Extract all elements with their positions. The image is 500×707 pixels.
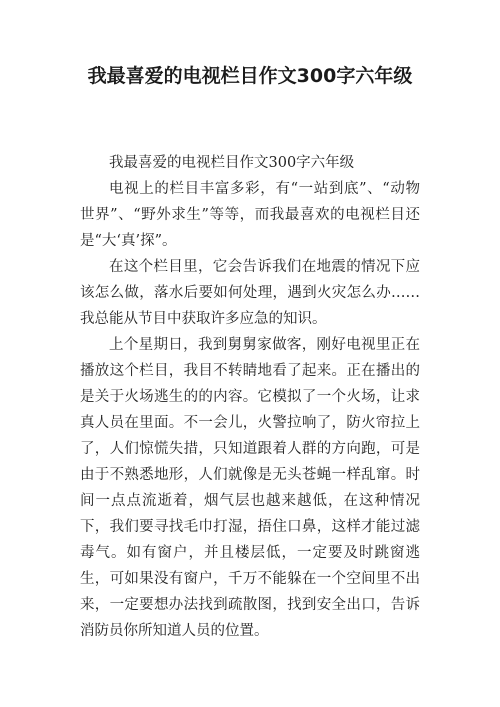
- document-body: [80, 150, 420, 644]
- paragraph: 在这个栏目里，它会告诉我们在地震的情况下应该怎么做，落水后要如何处理，遇到火灾怎么办……我总能从节目中获取许多应急的知识。: [80, 259, 420, 327]
- document-title: 我最喜爱的电视栏目作文300字六年级: [87, 65, 413, 87]
- paragraph: 上个星期日，我到舅舅家做客，刚好电视里正在播放这个栏目，我目不转睛地看了起来。正在播出的是关于火场逃生的的内容。它模拟了一个火场，让求真人员在里面。不一会儿，火警拉响了，防火帘拉上了，人们惊慌失措，只知道跟着人群的方向跑，可是由于不熟悉地形，人们就像是无头苍蝇一样乱窜。时间一点点流逝着，烟气层也越来越低，在这种情况下，我们要寻找毛巾打湿，捂住口鼻，这样才能过滤毒气。如有窗户，并且楼层低，一定要及时跳窗逃生，可如果没有窗户，千万不能躲在一个空间里不出来，一定要想办法找到疏散图，找到安全出口，告诉消防员你所知道人员的位置。: [80, 337, 420, 639]
- paragraph: 电视上的栏目丰富多彩，有“一站到底”、“动物世界”、“野外求生”等等，而我最喜欢的电视栏目还是“大‘真’探”。: [80, 181, 420, 249]
- paragraph: 我最喜爱的电视栏目作文300字六年级: [109, 155, 355, 171]
